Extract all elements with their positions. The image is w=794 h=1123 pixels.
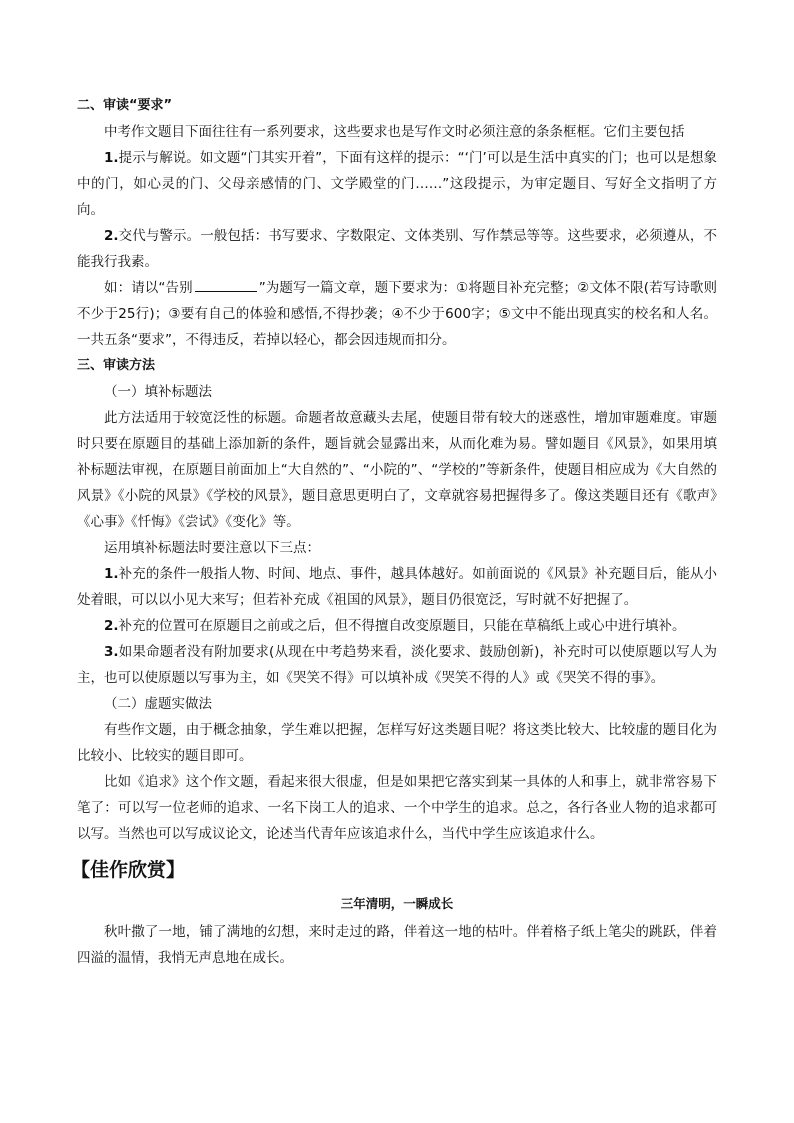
- point-text: 补充的位置可在原题目之前或之后，但不得擅自改变原题目，只能在草稿纸上或心中进行填补。: [118, 618, 686, 634]
- point-number: 1.: [104, 566, 119, 582]
- essay-title: 三年清明，一瞬成长: [340, 896, 454, 911]
- item-number: 1.: [104, 150, 119, 166]
- subheading-abstract-to-concrete-method: （二）虚题实做法: [104, 696, 212, 712]
- fill-title-point-3: [77, 639, 717, 691]
- fill-title-method-note: 运用填补标题法时要注意以下三点：: [104, 540, 320, 556]
- section2-item-1: [77, 145, 717, 223]
- essay-paragraph: 秋叶撒了一地，铺了满地的幻想，来时走过的路，伴着这一地的枯叶。伴着格子纸上笔尖的跳跃，伴着四溢的温情，我悄无声息地在成长。: [77, 924, 717, 966]
- document-page: [71, 93, 717, 971]
- section2-item-2: [77, 223, 717, 275]
- fill-title-method-paragraph: 此方法适用于较宽泛性的标题。命题者故意藏头去尾，使题目带有较大的迷惑性，增加审题难度。审题时只要在原题目的基础上添加新的条件，题旨就会显露出来，从而化难为易。譬如题目《风景》，如果用填补标题法审视，在原题目前面加上“大自然的”、“小院的”、“学校的”等新条件，使题目相应成为《大自然的风景》《小院的风景》《学校的风景》，题目意思更明白了，文章就容易把握得多了。像这类题目还有《歌声》《心事》《忏悔》《尝试》《变化》等。: [77, 410, 717, 530]
- fill-title-point-2: [77, 613, 717, 639]
- section2-example: [77, 275, 717, 353]
- fill-in-blank: [195, 277, 257, 292]
- point-number: 2.: [104, 618, 119, 634]
- subheading-fill-title-method: （一）填补标题法: [104, 384, 212, 400]
- section-heading-review-requirements: 二、审读“要求”: [77, 98, 173, 113]
- item-text: 交代与警示。一般包括：书写要求、字数限定、文体类别、写作禁忌等等。这些要求，必须遵从，不能我行我素。: [77, 228, 717, 270]
- abstract-method-paragraph-2: 比如《追求》这个作文题，看起来很大很虚，但是如果把它落实到某一具体的人和事上，就非常容易下笔了：可以写一位老师的追求、一名下岗工人的追求、一个中学生的追求。总之，各行各业人物的追求都可以写。当然也可以写成议论文，论述当代青年应该追求什么，当代中学生应该追求什么。: [77, 774, 717, 842]
- appreciation-banner: 【佳作欣赏】: [71, 859, 186, 881]
- point-number: 3.: [104, 644, 119, 660]
- item-text: 提示与解说。如文题“门其实开着”，下面有这样的提示：“‘门’可以是生活中真实的门；也可以是想象中的门，如心灵的门、父母亲感情的门、文学殿堂的门……”这段提示，为审定题目、写好全文指明了方向。: [77, 150, 717, 218]
- point-text: 补充的条件一般指人物、时间、地点、事件，越具体越好。如前面说的《风景》补充题目后，能从小处着眼，可以以小见大来写；但若补充成《祖国的风景》，题目仍很宽泛，写时就不好把握了。: [77, 566, 717, 608]
- section2-intro: 中考作文题目下面往往有一系列要求，这些要求也是写作文时必须注意的条条框框。它们主要包括: [104, 124, 685, 140]
- example-suffix: ”为题写一篇文章，题下要求为：①将题目补充完整；②文体不限(若写诗歌则不少于25行)；③要有自己的体验和感悟,不得抄袭；④不少于600字；⑤文中不能出现真实的校名和人名。一共五条“要求”，不得违反，若掉以轻心，都会因违规而扣分。: [77, 280, 717, 348]
- abstract-method-paragraph-1: 有些作文题，由于概念抽象，学生难以把握，怎样写好这类题目呢？将这类比较大、比较虚的题目化为比较小、比较实的题目即可。: [77, 722, 717, 764]
- example-prefix: 如：请以“告别: [104, 280, 193, 296]
- section-heading-review-methods: 三、审读方法: [77, 358, 156, 373]
- item-number: 2.: [104, 228, 119, 244]
- point-text: 如果命题者没有附加要求(从现在中考趋势来看，淡化要求、鼓励创新)，补充时可以使原题以写人为主，也可以使原题以写事为主，如《哭笑不得》可以填补成《哭笑不得的人》或《哭笑不得的事》。: [77, 644, 717, 686]
- fill-title-point-1: [77, 561, 717, 613]
